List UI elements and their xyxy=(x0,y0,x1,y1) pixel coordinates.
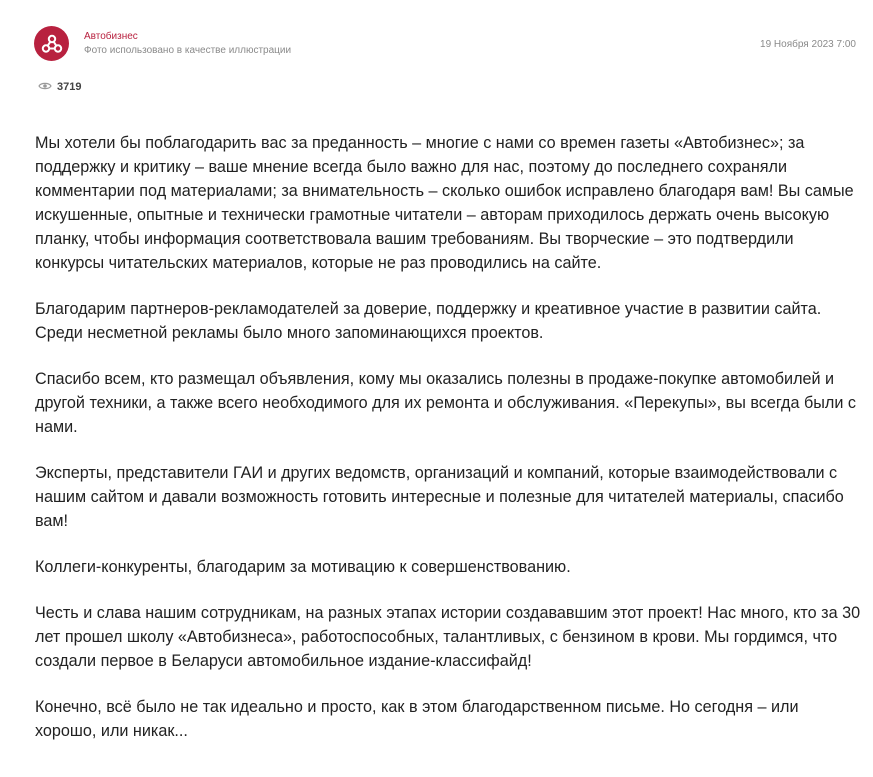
views-counter xyxy=(38,80,81,94)
article-paragraph: Благодарим партнеров-рекламодателей за доверие, поддержку и креативное участие в развитии сайта. Среди несметной рекламы было много запоминающихся проектов. xyxy=(35,300,822,342)
article-paragraph: Честь и слава нашим сотрудникам, на разных этапах истории создававшим этот проект! Нас много, кто за 30 лет прошел школу «Автобизнеса», работоспособных, талантливых, с бензином в крови. Мы гордимся, что создали первое в Беларуси автомобильное издание-классифайд! xyxy=(35,604,861,670)
author-name[interactable]: Автобизнес xyxy=(84,31,138,42)
photo-caption: Фото использовано в качестве иллюстрации xyxy=(84,45,292,56)
article-paragraph: Конечно, всё было не так идеально и просто, как в этом благодарственном письме. Но сегодня – или хорошо, или никак... xyxy=(35,698,799,740)
autobiznes-logo-icon[interactable] xyxy=(34,26,69,61)
post-header xyxy=(34,26,856,66)
article-paragraph: Спасибо всем, кто размещал объявления, кому мы оказались полезны в продаже-покупке автомобилей и другой техники, а также всего необходимого для их ремонта и обслуживания. «Перекупы», вы всегда были с нами. xyxy=(35,370,856,436)
post-date: 19 Ноября 2023 7:00 xyxy=(760,39,856,50)
article-body xyxy=(35,131,861,765)
article-paragraph: Эксперты, представители ГАИ и других ведомств, организаций и компаний, которые взаимодействовали с нашим сайтом и давали возможность готовить интересные и полезные для читателей материалы, спасибо вам! xyxy=(35,464,844,530)
views-count: 3719 xyxy=(57,81,82,93)
article-paragraph: Мы хотели бы поблагодарить вас за преданность – многие с нами со времен газеты «Автобизнес»; за поддержку и критику – ваше мнение всегда было важно для нас, поэтому до последнего сохраняли комментарии под материалами; за внимательность – сколько ошибок исправлено благодаря вам! Вы самые искушенные, опытные и технически грамотные читатели – авторам приходилось держать очень высокую планку, чтобы информация соответствовала вашим требованиям. Вы творческие – это подтвердили конкурсы читательских материалов, которые не раз проводились на сайте. xyxy=(35,134,854,272)
article-paragraph: Коллеги-конкуренты, благодарим за мотивацию к совершенствованию. xyxy=(35,558,571,576)
eye-icon xyxy=(38,81,52,94)
